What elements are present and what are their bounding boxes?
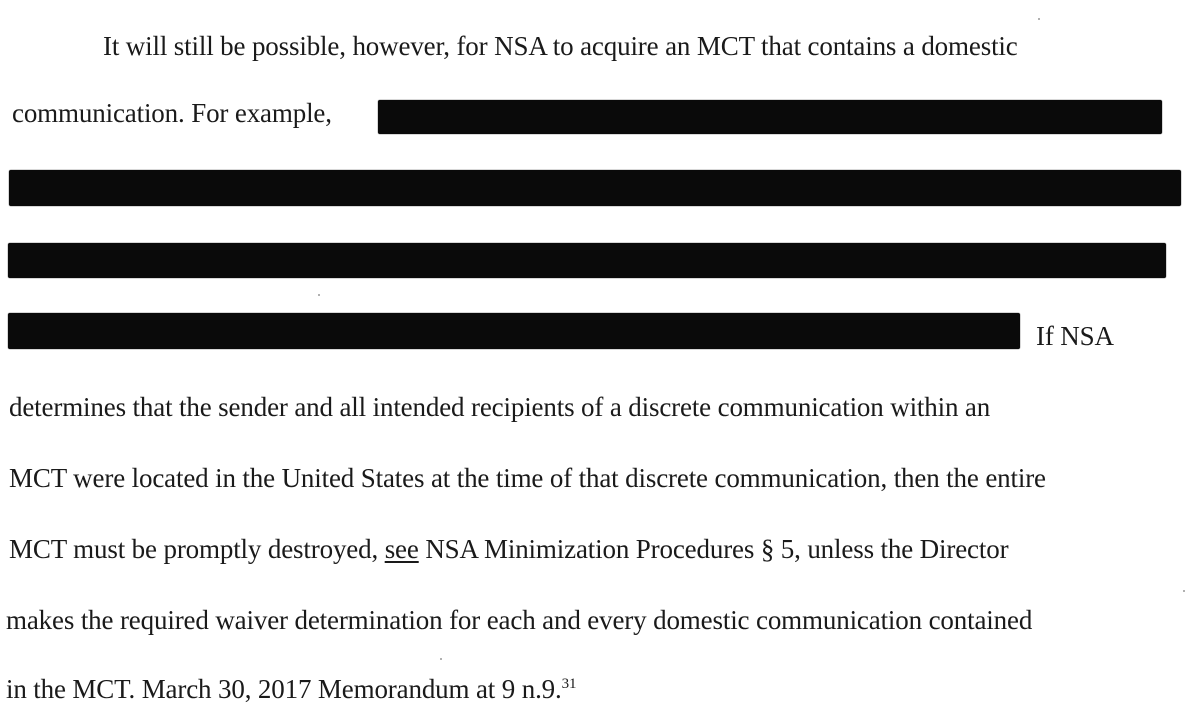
scan-speck [440,658,442,660]
paragraph-line-4: determines that the sender and all intended recipients of a discrete communication within an [9,392,991,422]
paragraph-line-5: MCT were located in the United States at the time of that discrete communication, then the entire [9,463,1046,493]
paragraph-line-6 [9,533,1008,565]
scan-speck [1183,590,1185,592]
paragraph-line-1: It will still be possible, however, for NSA to acquire an MCT that contains a domestic [103,31,1018,61]
line6-after: NSA Minimization Procedures § 5, unless the Director [418,534,1009,564]
line8-text: in the MCT. March 30, 2017 Memorandum at 9 n.9. [6,674,562,704]
scan-speck [1038,18,1040,20]
paragraph-line-8 [6,673,576,705]
redaction-block-3 [8,243,1166,278]
paragraph-line-7: makes the required waiver determination for each and every domestic communication contained [6,605,1033,635]
redaction-block-2 [9,170,1181,206]
paragraph-line-3-tail: If NSA [1036,321,1114,351]
redaction-block-4 [8,313,1020,349]
see-signal: see [384,534,419,564]
scan-speck [318,294,320,296]
paragraph-line-2: communication. For example, [12,98,332,128]
line6-before: MCT must be promptly destroyed, [9,534,385,564]
redaction-block-1 [378,100,1162,134]
footnote-marker: 31 [561,676,577,692]
